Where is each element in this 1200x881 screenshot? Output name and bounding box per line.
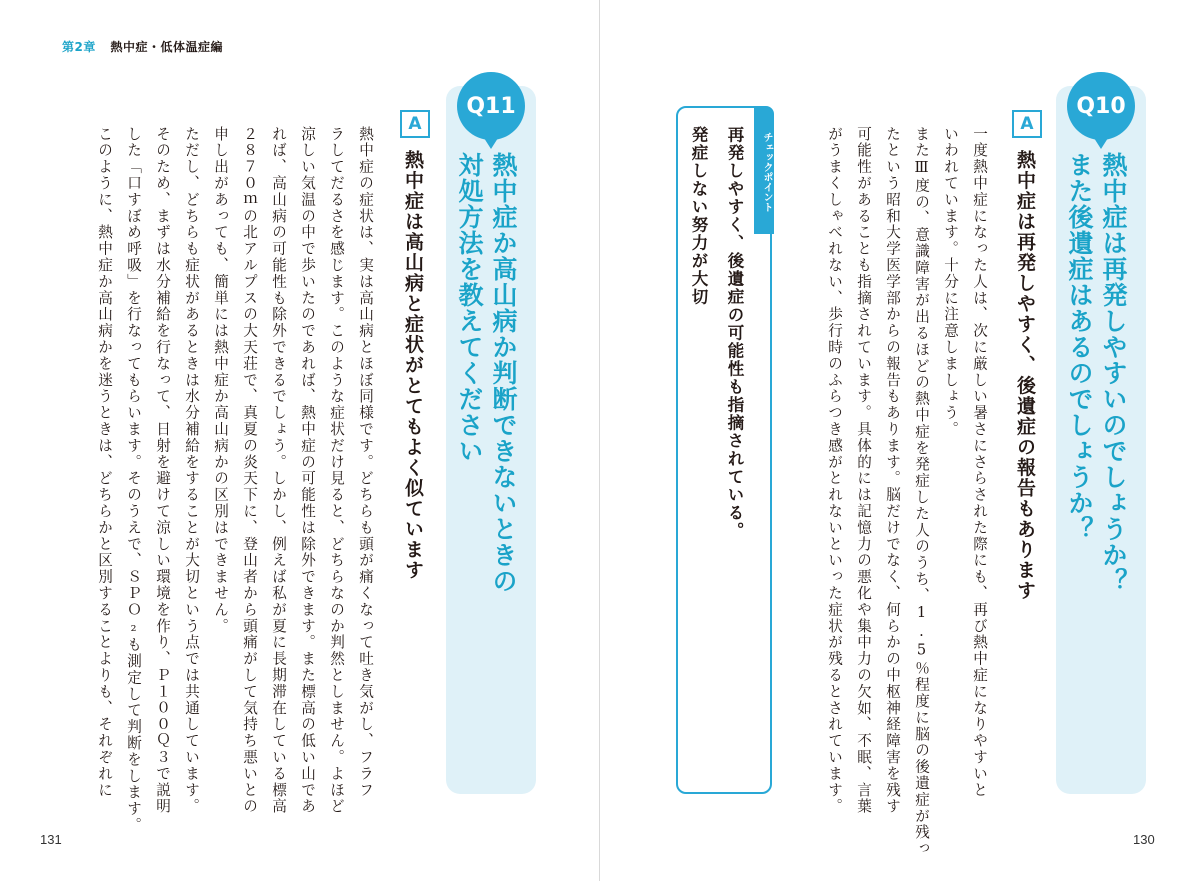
q10-body-line: がうまくしゃべれない、歩行時のふらつき感がとれないといった症状が残るとされています。 <box>826 126 843 815</box>
q11-body-line: ラしてだるさを感じます。このような症状だけ見ると、どちらなのか判然としません。よほど <box>328 126 345 815</box>
q10-answer-badge: A <box>1012 110 1042 138</box>
q10-question <box>1062 152 1130 772</box>
checkpoint-tag <box>754 106 774 234</box>
q11-body-line: 申し出があっても、簡単には熱中症か高山病かの区別はできません。 <box>212 126 229 635</box>
q11-body-line: 涼しい気温の中で歩いたのであれば、熱中症の可能性は除外できます。また標高の低い山であ <box>299 126 316 815</box>
q10-number-bubble: Q10 <box>1067 72 1135 140</box>
running-header <box>62 38 223 55</box>
q10-body-line: 一度熱中症になった人は、次に厳しい暑さにさらされた際にも、再び熱中症になりやすいと <box>971 126 988 799</box>
chapter-label: 第2章 <box>62 40 96 54</box>
chapter-title: 熱中症・低体温症編 <box>110 40 224 54</box>
q10-answer-heading: 熱中症は再発しやすく、後遺症の報告もあります <box>1014 150 1036 601</box>
q11-body-line: 熱中症の症状は、実は高山病とほぼ同様です。どちらも頭が痛くなって吐き気がし、フラフ <box>357 126 374 799</box>
q10-body-line: 可能性があることも指摘されています。具体的には記憶力の悪化や集中力の欠如、不眠、言葉 <box>855 126 872 815</box>
q11-answer-badge: A <box>400 110 430 138</box>
checkpoint-line-1: 再発しやすく、後遺症の可能性も指摘されている。 <box>725 126 744 540</box>
q10-body-line: いわれています。十分に注意しましょう。 <box>942 126 959 438</box>
q11-body-line: れば、高山病の可能性も除外できるでしょう。しかし、例えば私が夏に長期滞在している標高 <box>270 126 287 815</box>
checkpoint-text <box>680 126 752 776</box>
q11-body-line: ただし、どちらも症状があるときは水分補給をすることが大切という点では共通しています。 <box>183 126 200 815</box>
q11-answer-heading: 熱中症は高山病と症状がとてもよく似ています <box>402 150 424 581</box>
q11-question <box>452 152 520 772</box>
q11-body-line: このように、熱中症か高山病かを迷うときは、どちらかと区別することよりも、それぞれに <box>96 126 113 799</box>
q10-question-line-2: また後遺症はあるのでしょうか？ <box>1065 152 1094 542</box>
q11-body-line: ２８７０ｍの北アルプスの大天荘で、真夏の炎天下に、登山者から頭痛がして気持ち悪いとの <box>241 126 258 815</box>
q10-question-line-1: 熱中症は再発しやすいのでしょうか？ <box>1099 152 1128 594</box>
q10-body-line: たという昭和大学医学部からの報告もあります。脳だけでなく、何らかの中枢神経障害を残す <box>884 126 901 815</box>
page-number-left: 131 <box>40 832 62 847</box>
q11-number-bubble: Q11 <box>457 72 525 140</box>
page-spine <box>599 0 600 881</box>
q11-question-line-1: 熱中症か高山病か判断できないときの <box>489 152 518 594</box>
q11-question-line-2: 対処方法を教えてください <box>455 152 484 464</box>
checkpoint-line-2: 発症しない努力が大切 <box>689 126 708 306</box>
checkpoint-tag-label: チェックポイント <box>761 132 772 212</box>
q11-body-line: そのため、まずは水分補給を行なって、日射を避けて涼しい環境を作り、Ｐ１００Ｑ３で説明 <box>154 126 171 815</box>
page-number-right: 130 <box>1133 832 1155 847</box>
q10-body-line: またⅢ度の、意識障害が出るほどの熱中症を発症した人のうち、1.5％程度に脳の後遺症が残っ <box>913 126 930 858</box>
q11-body <box>70 126 380 834</box>
q11-body-line: した「口すぼめ呼吸」を行なってもらいます。そのうえで、ＳＰＯ₂も測定して判断をします。 <box>125 126 142 834</box>
q10-body <box>794 126 994 858</box>
